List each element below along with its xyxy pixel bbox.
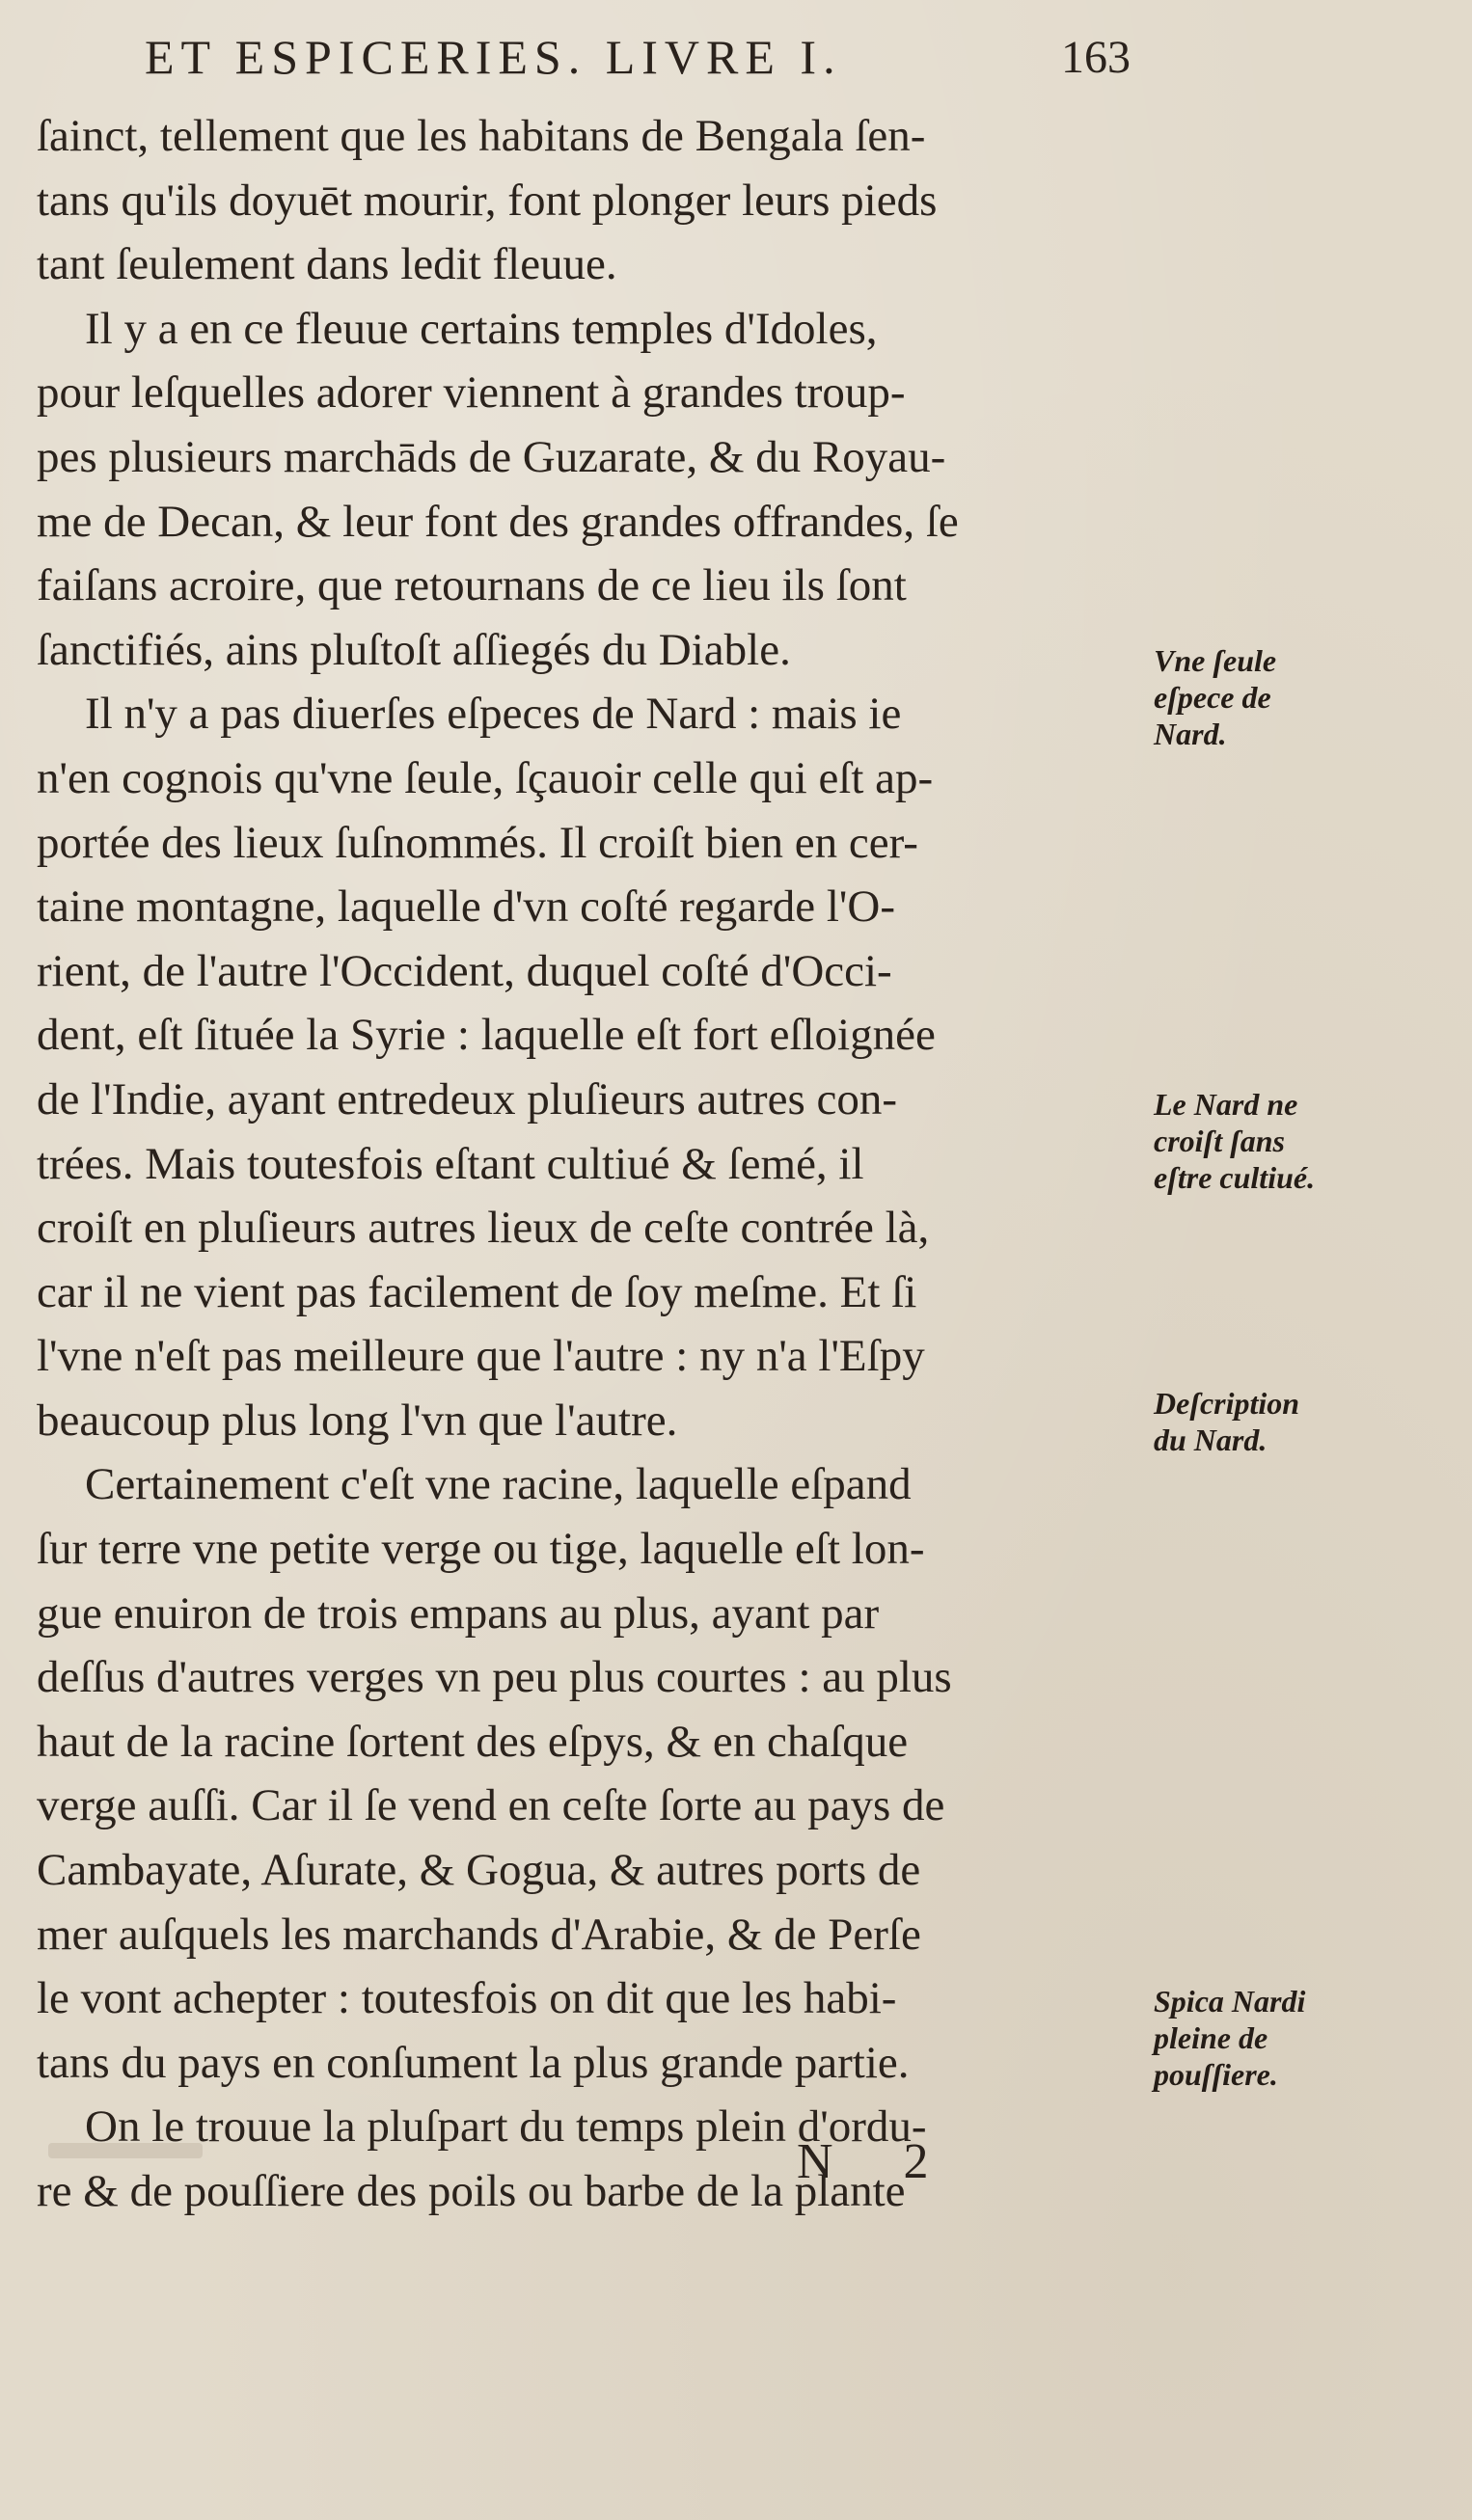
signature-mark: N 2 (797, 2134, 958, 2189)
text-line: deſſus d'autres verges vn peu plus courtes : au plus (37, 1652, 952, 1703)
text-line: trées. Mais toutesfois eſtant cultiué & ſemé, il (37, 1138, 864, 1189)
text-line: beaucoup plus long l'vn que l'autre. (37, 1395, 678, 1446)
marginal-note-nard-species (1154, 642, 1276, 752)
text-line: Il n'y a pas diuerſes eſpeces de Nard : mais ie (85, 689, 902, 740)
faint-ink-mark (48, 2143, 203, 2158)
text-line: pour leſquelles adorer viennent à grandes troup- (37, 367, 906, 419)
marginal-note-line: Vne ſeule (1154, 643, 1277, 678)
text-line: croiſt en pluſieurs autres lieux de ceſte contrée là, (37, 1203, 930, 1254)
marginal-note-line: pouſſiere. (1154, 2057, 1278, 2092)
text-line: l'vne n'eſt pas meilleure que l'autre : ny n'a l'Eſpy (37, 1331, 925, 1382)
page-number: 163 (1061, 32, 1131, 83)
marginal-note-line: Le Nard ne (1154, 1087, 1298, 1122)
text-line: Certainement c'eſt vne racine, laquelle eſpand (85, 1459, 912, 1510)
text-line: On le trouue la pluſpart du temps plein d'ordu- (85, 2101, 927, 2153)
text-line: ſanctifiés, ains pluſtoſt aſſiegés du Diable. (37, 624, 791, 675)
main-text (37, 104, 1146, 2224)
text-line: mer auſquels les marchands d'Arabie, & de Perſe (37, 1909, 921, 1960)
text-line: ſainct, tellement que les habitans de Bengala ſen- (37, 111, 926, 161)
text-line: tant ſeulement dans ledit fleuue. (37, 239, 617, 290)
text-line: ſur terre vne petite verge ou tige, laquelle eſt lon- (37, 1524, 925, 1575)
running-head (0, 29, 1472, 87)
text-line: tans du pays en conſument la plus grande partie. (37, 2037, 910, 2088)
text-line: Il y a en ce fleuue certains temples d'Idoles, (85, 303, 878, 354)
text-line: gue enuiron de trois empans au plus, ayant par (37, 1587, 880, 1639)
marginal-note-spica-nardi (1154, 1983, 1305, 2093)
marginal-note-cultivation (1154, 1086, 1315, 1196)
marginal-note-line: eſtre cultiué. (1154, 1160, 1316, 1195)
text-line: tans qu'ils doyuēt mourir, font plonger leurs pieds (37, 175, 938, 226)
text-line: de l'Indie, ayant entredeux pluſieurs autres con- (37, 1073, 897, 1125)
marginal-note-line: pleine de (1154, 2020, 1268, 2055)
text-line: faiſans acroire, que retournans de ce lieu ils ſont (37, 560, 907, 611)
marginal-note-line: eſpece de (1154, 680, 1271, 715)
text-line: n'en cognois qu'vne ſeule, ſçauoir celle qui eſt ap- (37, 752, 934, 803)
marginal-note-line: Deſcription (1154, 1386, 1300, 1421)
text-line: taine montagne, laquelle d'vn coſté regarde l'O- (37, 881, 895, 933)
text-line: pes plusieurs marchāds de Guzarate, & du Royau- (37, 431, 946, 482)
text-line: portée des lieux ſuſnommés. Il croiſt bien en cer- (37, 817, 918, 868)
text-line: Cambayate, Aſurate, & Gogua, & autres ports de (37, 1845, 921, 1896)
text-line: verge auſſi. Car il ſe vend en ceſte ſorte au pays de (37, 1780, 945, 1831)
text-line: re & de pouſſiere des poils ou barbe de la plante (37, 2166, 906, 2216)
text-line: le vont achepter : toutesfois on dit que les habi- (37, 1973, 897, 2024)
marginal-note-line: du Nard. (1154, 1423, 1268, 1457)
marginal-note-line: Spica Nardi (1154, 1984, 1306, 2019)
text-line: rient, de l'autre l'Occident, duquel coſté d'Occi- (37, 945, 892, 996)
marginal-note-line: croiſt ſans (1154, 1124, 1285, 1158)
running-head-title: ET ESPICERIES. LIVRE I. (145, 30, 842, 84)
text-line: me de Decan, & leur font des grandes offrandes, ſe (37, 496, 959, 547)
marginal-note-description (1154, 1385, 1299, 1458)
text-line: haut de la racine ſortent des eſpys, & en chaſque (37, 1716, 909, 1767)
text-line: car il ne vient pas facilement de ſoy meſme. Et ſi (37, 1266, 917, 1317)
marginal-note-line: Nard. (1154, 717, 1227, 751)
text-line: dent, eſt ſituée la Syrie : laquelle eſt fort eſloignée (37, 1010, 936, 1061)
